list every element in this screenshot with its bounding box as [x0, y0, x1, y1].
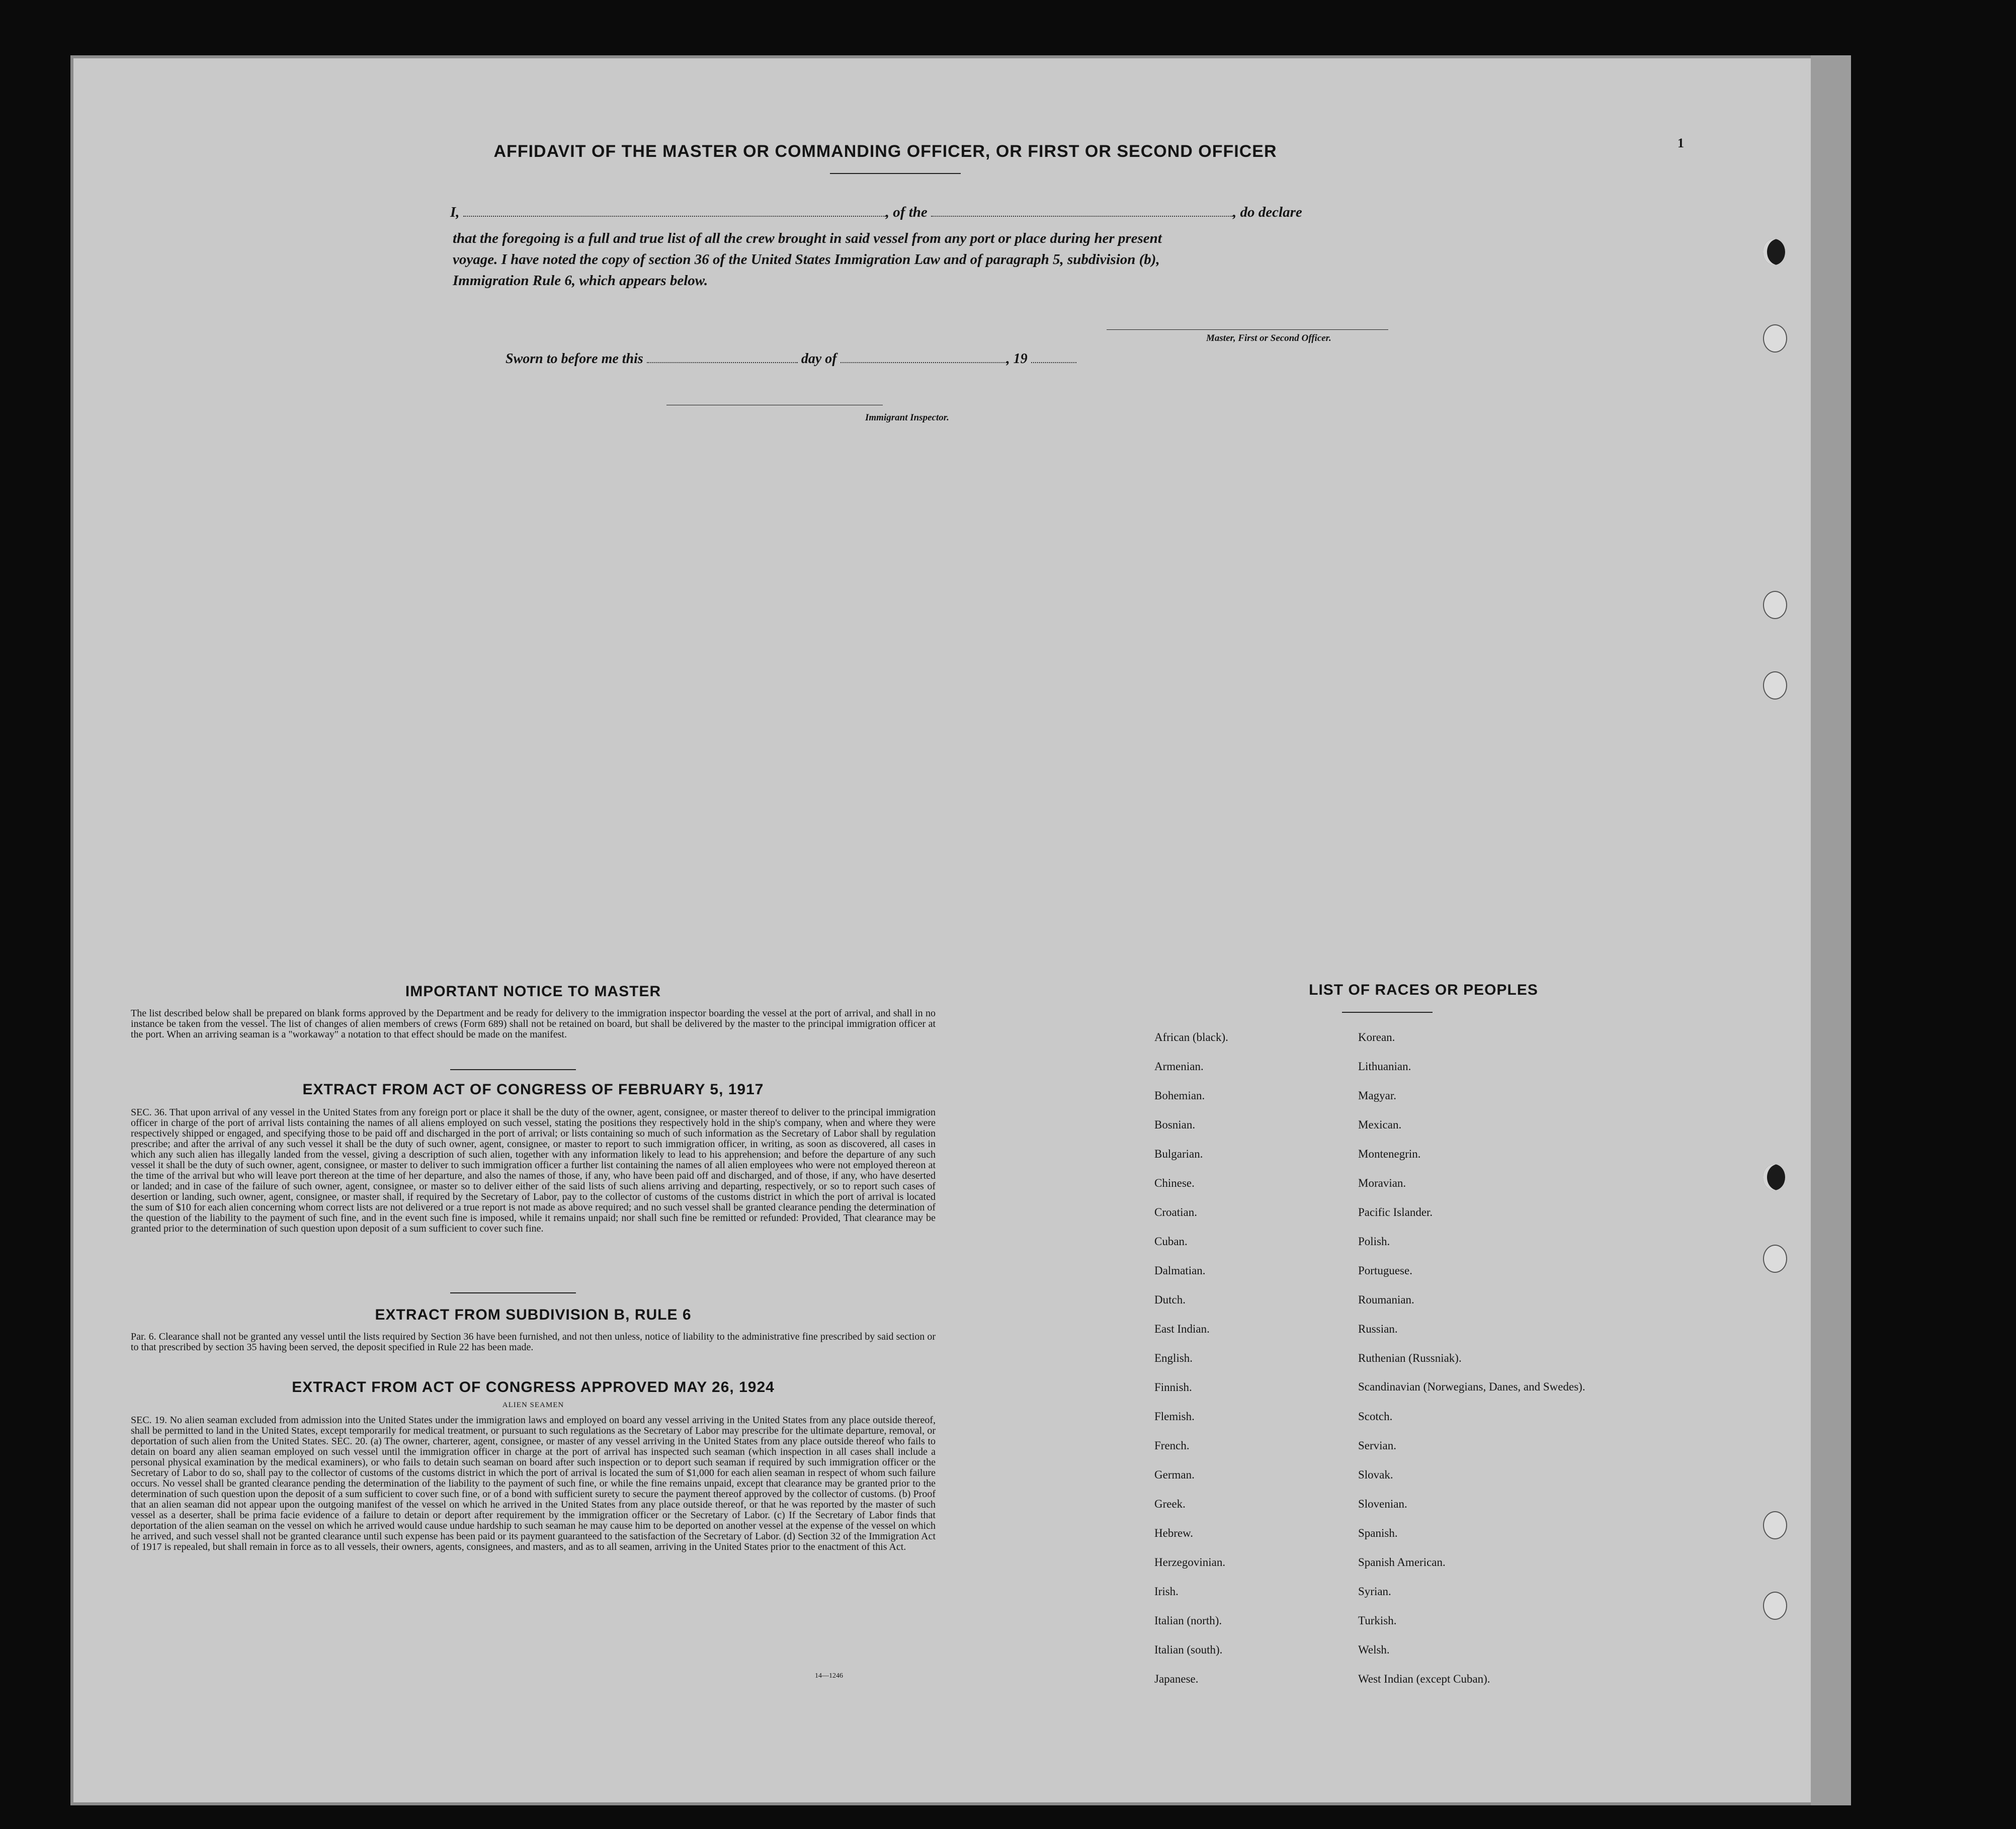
extract-1917-body: SEC. 36. That upon arrival of any vessel in the United States from any foreign port or place it shall be the duty of the owner, agent, consignee, or master thereof to deliver to the principal immigration officer in charge of the port of arrival lists containing the names of all aliens employed on such vessel, stating the positions they respectively hold in the ship's company, when and where they were respectively shipped or engaged, and specifying those to be paid off and discharged in the port of arrival; or lists containing so much of such information as the Secretary of Labor shall by regulation prescribe; and after the arrival of any such vessel it shall be the duty of such owner, agent, consignee, or master to report to such immigration officer, in writing, as soon as discovered, all cases in which any such alien has illegally landed from the vessel, giving a description of such alien, together with any information likely to lead to his apprehension; and before the departure of any such vessel it shall be the duty of such owner, agent, consignee, or master to deliver to such immigration officer a further list containing the names of all alien employees who were not employed thereon at the time of the arrival but who will leave port thereon at the time of her departure, and also the names of those, if any, who have been paid off and discharged, and of those, if any, who have deserted or landed; and in case of the failure of such owner, agent, consignee, or master so to deliver either of the said lists of such aliens arriving and departing, respectively, or so to report such cases of desertion or landing, such owner, agent, consignee, or master shall, if required by the Secretary of Labor, pay to the collector of customs of the customs district in which the port of arrival is located the sum of $10 for each alien concerning whom correct lists are not delivered or a true report is not made as above required; and no such vessel shall be granted clearance pending the determination of the question of the liability to the payment of such fine, and in the event such fine is imposed, while it remains unpaid; nor shall such fine be remitted or refunded: Provided, That clearance may be granted prior to the determination of such question upon deposit of a sum sufficient to cover such fine. — [131, 1107, 936, 1234]
affidavit-line4: Immigration Rule 6, which appears below. — [453, 273, 708, 289]
month-field — [841, 362, 1006, 363]
binder-hole — [1763, 1245, 1787, 1273]
race-item: French. — [1154, 1439, 1190, 1452]
notice-title: IMPORTANT NOTICE TO MASTER — [405, 983, 661, 1000]
race-item: Italian (south). — [1154, 1643, 1223, 1656]
extract-rule6-body: Par. 6. Clearance shall not be granted any vessel until the lists required by Section 36 have been furnished, and not then unless, notice of liability to the administrative fine prescribed by said section or to that prescribed by section 35 having been served, the deposit specified in Rule 22 has been made. — [131, 1331, 936, 1353]
sworn-line: Sworn to before me this day of , 19 — [506, 351, 1076, 367]
race-item: Chinese. — [1154, 1177, 1195, 1189]
affidavit-title: AFFIDAVIT OF THE MASTER OR COMMANDING OFFICER, OR FIRST OR SECOND OFFICER — [493, 142, 1277, 161]
race-item: Spanish American. — [1358, 1556, 1446, 1569]
extract-1924-title: EXTRACT FROM ACT OF CONGRESS APPROVED MAY 26, 1924 — [292, 1379, 775, 1396]
form-number: 14—1246 — [815, 1672, 843, 1680]
race-item: West Indian (except Cuban). — [1358, 1673, 1490, 1685]
notice-body: The list described below shall be prepared on blank forms approved by the Department and be ready for delivery to the immigration inspector boarding the vessel at the port of arrival, and shall in no instance be taken from the vessel. The list of changes of alien members of crews (Form 689) shall not be retained on board, but shall be delivered by the master to the principal immigration officer at the port. When an arriving seaman is a "workaway" a notation to that effect should be made on the manifest. — [131, 1008, 936, 1040]
race-item: Welsh. — [1358, 1643, 1390, 1656]
race-item: Scotch. — [1358, 1410, 1393, 1423]
race-item: East Indian. — [1154, 1323, 1210, 1335]
race-item: Bohemian. — [1154, 1089, 1205, 1102]
page-mark: 1 — [1677, 136, 1684, 150]
extract-1924-subtitle: ALIEN SEAMEN — [502, 1401, 564, 1409]
race-item: English. — [1154, 1352, 1193, 1364]
race-item: Herzegovinian. — [1154, 1556, 1226, 1569]
document-page — [70, 55, 1851, 1805]
race-item: Cuban. — [1154, 1235, 1188, 1248]
race-item: Magyar. — [1358, 1089, 1397, 1102]
day-field — [647, 362, 798, 363]
race-item: Bosnian. — [1154, 1118, 1196, 1131]
race-item: Slovenian. — [1358, 1498, 1407, 1510]
race-item: Mexican. — [1358, 1118, 1402, 1131]
race-item: Ruthenian (Russniak). — [1358, 1352, 1462, 1364]
binder-hole — [1763, 1592, 1787, 1620]
extract-rule6-title: EXTRACT FROM SUBDIVISION B, RULE 6 — [375, 1307, 692, 1323]
binder-hole — [1763, 1511, 1787, 1539]
race-item: Bulgarian. — [1154, 1148, 1203, 1160]
race-item: Dutch. — [1154, 1293, 1186, 1306]
race-item: Russian. — [1358, 1323, 1398, 1335]
races-left-column — [1154, 1031, 1228, 1702]
section-rule — [450, 1292, 576, 1293]
year-field — [1031, 362, 1076, 363]
race-item: Croatian. — [1154, 1206, 1197, 1218]
binder-hole — [1763, 591, 1787, 619]
race-item: Finnish. — [1154, 1381, 1192, 1393]
race-item: German. — [1154, 1468, 1195, 1481]
race-item: Servian. — [1358, 1439, 1397, 1452]
binder-hole — [1763, 671, 1787, 700]
race-item: Montenegrin. — [1358, 1148, 1421, 1160]
section-rule — [450, 1069, 576, 1070]
races-title: LIST OF RACES OR PEOPLES — [1309, 982, 1538, 998]
races-rule — [1342, 1012, 1433, 1013]
binder-hole — [1763, 1164, 1785, 1190]
race-item: Greek. — [1154, 1498, 1186, 1510]
race-item: Spanish. — [1358, 1527, 1398, 1539]
inspector-label: Immigrant Inspector. — [865, 412, 949, 423]
race-item: Scandinavian (Norwegians, Danes, and Swedes). — [1358, 1380, 1585, 1393]
binder-hole — [1763, 324, 1787, 353]
title-rule — [830, 173, 961, 174]
binder-hole — [1763, 239, 1785, 265]
race-item: Irish. — [1154, 1585, 1179, 1598]
affidavit-line2: that the foregoing is a full and true list of all the crew brought in said vessel from any port or place during her present — [453, 230, 1162, 246]
race-item: Syrian. — [1358, 1585, 1391, 1598]
master-label: Master, First or Second Officer. — [1206, 333, 1331, 343]
affidavit-line1: I, , of the , do declare — [450, 204, 1302, 220]
race-item: Moravian. — [1358, 1177, 1406, 1189]
page-edge — [1811, 55, 1851, 1805]
race-item: Slovak. — [1358, 1468, 1393, 1481]
race-item: Portuguese. — [1358, 1264, 1412, 1277]
race-item: Italian (north). — [1154, 1614, 1222, 1627]
race-item: Roumanian. — [1358, 1293, 1414, 1306]
extract-1924-body: SEC. 19. No alien seaman excluded from admission into the United States under the immigration laws and employed on board any vessel arriving in the United States from any place outside thereof, shall be permitted to land in the United States, except temporarily for medical treatment, or pursuant to such regulations as the Secretary of Labor may prescribe for the ultimate departure, removal, or deportation of such alien from the United States. SEC. 20. (a) The owner, charterer, agent, consignee, or master of any vessel arriving in the United States from any place outside thereof who fails to detain on board any alien seaman employed on such vessel until the immigration officer in charge at the port of arrival has inspected such seaman (which inspection in all cases shall include a personal physical examination by the medical examiners), or who fails to detain such seaman on board after such inspection or to deport such seaman if required by such immigration officer or the Secretary of Labor to do so, shall pay to the collector of customs of the customs district in which the port of arrival is located the sum of $1,000 for each alien seaman in respect of whom such failure occurs. No vessel shall be granted clearance pending the determination of the liability to the payment of such fine, or while the fine remains unpaid, except that clearance may be granted prior to the determination of such question upon the deposit of a sum sufficient to cover such fine, or of a bond with sufficient surety to secure the payment thereof approved by the collector of customs. (b) Proof that an alien seaman did not appear upon the outgoing manifest of the vessel on which he arrived in the United States from any place outside thereof, or that he was reported by the master of such vessel as a deserter, shall be prima facie evidence of a failure to detain or deport after requirement by the immigration officer or the Secretary of Labor. (c) If the Secretary of Labor finds that deportation of the alien seaman on the vessel on which he arrived would cause undue hardship to such seaman he may cause him to be deported on another vessel at the expense of the vessel on which he arrived, and such vessel shall not be granted clearance until such expense has been paid or its payment guaranteed to the satisfaction of the Secretary of Labor. (d) Section 32 of the Immigration Act of 1917 is repealed, but shall remain in force as to all vessels, their owners, agents, consignees, and masters, and as to all seamen, arriving in the United States prior to the enactment of this Act. — [131, 1415, 936, 1552]
race-item: African (black). — [1154, 1031, 1228, 1043]
master-signature-line — [1107, 329, 1388, 330]
race-item: Japanese. — [1154, 1673, 1199, 1685]
race-item: Lithuanian. — [1358, 1060, 1411, 1073]
races-right-column — [1358, 1031, 1620, 1702]
affidavit-line3: voyage. I have noted the copy of section 36 of the United States Immigration Law and of paragraph 5, subdivision (b), — [453, 251, 1160, 268]
race-item: Armenian. — [1154, 1060, 1204, 1073]
race-item: Polish. — [1358, 1235, 1390, 1248]
race-item: Hebrew. — [1154, 1527, 1194, 1539]
name-field — [463, 216, 886, 217]
vessel-field — [931, 216, 1233, 217]
race-item: Turkish. — [1358, 1614, 1397, 1627]
race-item: Flemish. — [1154, 1410, 1195, 1423]
extract-1917-title: EXTRACT FROM ACT OF CONGRESS OF FEBRUARY 5, 1917 — [302, 1081, 764, 1098]
race-item: Korean. — [1358, 1031, 1395, 1043]
race-item: Dalmatian. — [1154, 1264, 1206, 1277]
race-item: Pacific Islander. — [1358, 1206, 1433, 1218]
